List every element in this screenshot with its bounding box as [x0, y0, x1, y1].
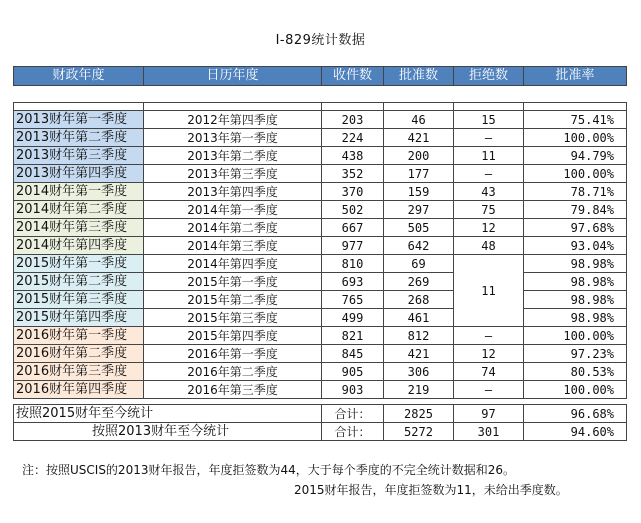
calendar-year-cell: 2016年第三季度 — [144, 381, 322, 399]
calendar-year-cell: 2014年第四季度 — [144, 255, 322, 273]
calendar-year-cell: 2016年第二季度 — [144, 363, 322, 381]
rejected-cell: 48 — [454, 237, 524, 255]
header-calendar-year: 日历年度 — [144, 67, 322, 86]
rejected-cell: – — [454, 165, 524, 183]
fiscal-year-cell: 2016财年第四季度 — [14, 381, 144, 399]
approved-cell: 200 — [384, 147, 454, 165]
table-row — [14, 147, 627, 165]
approval-rate-cell: 97.68% — [524, 219, 627, 237]
received-cell: 352 — [322, 165, 384, 183]
approval-rate-cell: 75.41% — [524, 111, 627, 129]
rejected-cell: 75 — [454, 201, 524, 219]
received-cell: 667 — [322, 219, 384, 237]
approval-rate-cell: 100.00% — [524, 129, 627, 147]
spacer-cell — [14, 103, 144, 111]
calendar-year-cell: 2013年第四季度 — [144, 183, 322, 201]
approved-cell: 421 — [384, 129, 454, 147]
table-row — [14, 273, 627, 291]
table-row — [14, 201, 627, 219]
spacer-cell — [384, 103, 454, 111]
received-cell: 977 — [322, 237, 384, 255]
received-cell: 765 — [322, 291, 384, 309]
totals-rate: 94.60% — [524, 423, 627, 441]
header-received: 收件数 — [322, 67, 384, 86]
totals-row — [14, 405, 627, 423]
calendar-year-cell: 2015年第四季度 — [144, 327, 322, 345]
fiscal-year-cell: 2014财年第四季度 — [14, 237, 144, 255]
spacer-row — [14, 103, 627, 111]
totals-label: 按照2013财年至今统计 — [14, 423, 322, 441]
fiscal-year-cell: 2014财年第二季度 — [14, 201, 144, 219]
header-rejected: 拒绝数 — [454, 67, 524, 86]
received-cell: 224 — [322, 129, 384, 147]
approval-rate-cell: 78.71% — [524, 183, 627, 201]
table-row — [14, 363, 627, 381]
fiscal-year-cell: 2014财年第三季度 — [14, 219, 144, 237]
table-header — [13, 66, 627, 86]
received-cell: 903 — [322, 381, 384, 399]
approved-cell: 46 — [384, 111, 454, 129]
approval-rate-cell: 94.79% — [524, 147, 627, 165]
calendar-year-cell: 2014年第一季度 — [144, 201, 322, 219]
calendar-year-cell: 2015年第三季度 — [144, 309, 322, 327]
totals-received: 5272 — [384, 423, 454, 441]
approval-rate-cell: 93.04% — [524, 237, 627, 255]
fiscal-year-cell: 2013财年第三季度 — [14, 147, 144, 165]
approved-cell: 297 — [384, 201, 454, 219]
table-row — [14, 345, 627, 363]
received-cell: 693 — [322, 273, 384, 291]
approved-cell: 69 — [384, 255, 454, 273]
calendar-year-cell: 2015年第二季度 — [144, 291, 322, 309]
fiscal-year-cell: 2014财年第一季度 — [14, 183, 144, 201]
fiscal-year-cell: 2015财年第三季度 — [14, 291, 144, 309]
fiscal-year-cell: 2016财年第一季度 — [14, 327, 144, 345]
totals-sum-label: 合计： — [322, 423, 384, 441]
calendar-year-cell: 2014年第二季度 — [144, 219, 322, 237]
received-cell: 845 — [322, 345, 384, 363]
approved-cell: 461 — [384, 309, 454, 327]
approved-cell: 269 — [384, 273, 454, 291]
data-table — [13, 102, 627, 399]
approval-rate-cell: 98.98% — [524, 309, 627, 327]
fiscal-year-cell: 2015财年第四季度 — [14, 309, 144, 327]
totals-sum-label: 合计： — [322, 405, 384, 423]
table-row — [14, 327, 627, 345]
rejected-cell: 11 — [454, 147, 524, 165]
rejected-cell: 43 — [454, 183, 524, 201]
fiscal-year-cell: 2013财年第二季度 — [14, 129, 144, 147]
approved-cell: 306 — [384, 363, 454, 381]
totals-approved: 301 — [454, 423, 524, 441]
spacer-cell — [144, 103, 322, 111]
calendar-year-cell: 2013年第一季度 — [144, 129, 322, 147]
table-row — [14, 291, 627, 309]
approved-cell: 642 — [384, 237, 454, 255]
approval-rate-cell: 100.00% — [524, 327, 627, 345]
totals-rate: 96.68% — [524, 405, 627, 423]
table-row — [14, 381, 627, 399]
received-cell: 502 — [322, 201, 384, 219]
page-title: I-829统计数据 — [275, 33, 366, 48]
approval-rate-cell: 98.98% — [524, 273, 627, 291]
spacer-cell — [322, 103, 384, 111]
approved-cell: 421 — [384, 345, 454, 363]
rejected-cell: 74 — [454, 363, 524, 381]
calendar-year-cell: 2016年第一季度 — [144, 345, 322, 363]
approved-cell: 505 — [384, 219, 454, 237]
approved-cell: 219 — [384, 381, 454, 399]
fiscal-year-cell: 2013财年第一季度 — [14, 111, 144, 129]
fiscal-year-cell: 2013财年第四季度 — [14, 165, 144, 183]
header-approval-rate: 批准率 — [524, 67, 627, 86]
approved-cell: 268 — [384, 291, 454, 309]
rejected-cell: – — [454, 381, 524, 399]
footnote-1: 注：按照USCIS的2013财年报告，年度拒签数为44，大于每个季度的不完全统计数据和26。 — [22, 463, 516, 477]
table-row — [14, 237, 627, 255]
received-cell: 810 — [322, 255, 384, 273]
approved-cell: 159 — [384, 183, 454, 201]
totals-label: 按照2015财年至今统计 — [14, 405, 322, 423]
totals-table — [13, 404, 627, 441]
table-row — [14, 165, 627, 183]
rejected-cell: 15 — [454, 111, 524, 129]
calendar-year-cell: 2015年第一季度 — [144, 273, 322, 291]
approval-rate-cell: 98.98% — [524, 255, 627, 273]
table-row — [14, 183, 627, 201]
calendar-year-cell: 2013年第二季度 — [144, 147, 322, 165]
fiscal-year-cell: 2016财年第二季度 — [14, 345, 144, 363]
table-row — [14, 255, 627, 273]
header-fiscal-year: 财政年度 — [14, 67, 144, 86]
received-cell: 370 — [322, 183, 384, 201]
footnote-2: 2015财年报告，年度拒签数为11，未给出季度数。 — [294, 483, 568, 497]
rejected-cell: – — [454, 327, 524, 345]
rejected-merged-cell: 11 — [454, 255, 524, 327]
table-row — [14, 219, 627, 237]
approval-rate-cell: 98.98% — [524, 291, 627, 309]
calendar-year-cell: 2014年第三季度 — [144, 237, 322, 255]
table-row — [14, 309, 627, 327]
totals-approved: 97 — [454, 405, 524, 423]
spacer-cell — [454, 103, 524, 111]
spacer-cell — [524, 103, 627, 111]
approved-cell: 812 — [384, 327, 454, 345]
calendar-year-cell: 2012年第四季度 — [144, 111, 322, 129]
received-cell: 499 — [322, 309, 384, 327]
received-cell: 203 — [322, 111, 384, 129]
received-cell: 438 — [322, 147, 384, 165]
approval-rate-cell: 100.00% — [524, 165, 627, 183]
fiscal-year-cell: 2015财年第二季度 — [14, 273, 144, 291]
table-row — [14, 129, 627, 147]
approval-rate-cell: 100.00% — [524, 381, 627, 399]
approved-cell: 177 — [384, 165, 454, 183]
header-approved: 批准数 — [384, 67, 454, 86]
totals-row — [14, 423, 627, 441]
table-row — [14, 111, 627, 129]
approval-rate-cell: 97.23% — [524, 345, 627, 363]
rejected-cell: – — [454, 129, 524, 147]
totals-received: 2825 — [384, 405, 454, 423]
received-cell: 821 — [322, 327, 384, 345]
rejected-cell: 12 — [454, 219, 524, 237]
fiscal-year-cell: 2016财年第三季度 — [14, 363, 144, 381]
approval-rate-cell: 79.84% — [524, 201, 627, 219]
rejected-cell: 12 — [454, 345, 524, 363]
received-cell: 905 — [322, 363, 384, 381]
fiscal-year-cell: 2015财年第一季度 — [14, 255, 144, 273]
approval-rate-cell: 80.53% — [524, 363, 627, 381]
calendar-year-cell: 2013年第三季度 — [144, 165, 322, 183]
